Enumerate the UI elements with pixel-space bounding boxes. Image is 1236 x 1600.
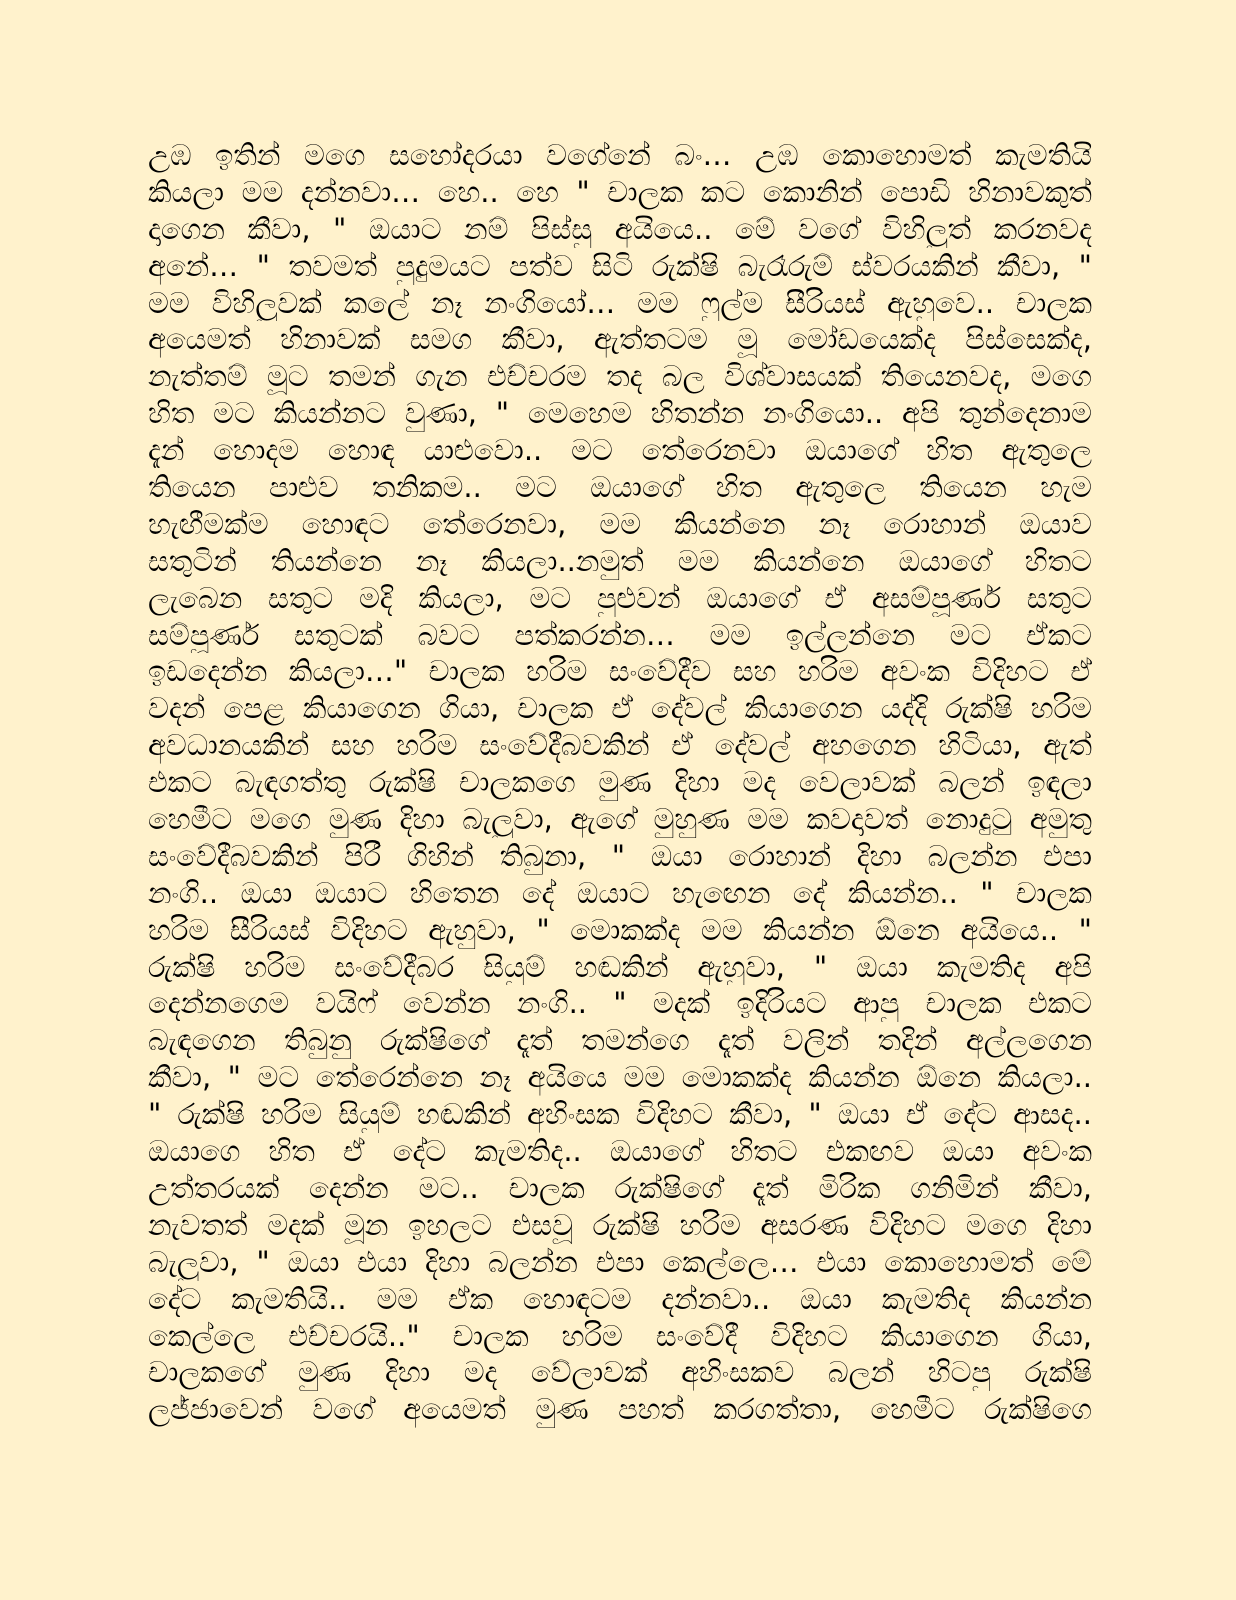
text-line: දෙන්නගෙම වයිෆ් වෙන්න නංගි.. " මදක් ඉදිරියට ආපු චාලක එකට — [148, 986, 1092, 1021]
text-line: ඉඩදෙන්න කියලා…" චාලක හරිම සංවේදීව සහ හරිම අවංක විදිහට ඒ — [148, 654, 1092, 689]
text-line: සම්පූර්ණ සතුටක් බවට පත්කරන්න… මම ඉල්ලන්නෙ මට ඒකට — [148, 617, 1092, 652]
text-line: උඹ ඉතින් මගෙ සහෝදරයා වගේනේ බං… උඹ කොහොමත් කැමතියි — [148, 138, 1092, 172]
text-line: හැඟීමක්ම හොඳට තේරෙනවා, මම කියන්නෙ නෑ රොහාන් ඔයාව — [148, 506, 1092, 541]
text-line: නැත්තම් මූට තමන් ගැන එච්චරම තද බල විශ්වාසයක් තියෙනවද, මගෙ — [148, 359, 1092, 394]
text-line: උත්තරයක් දෙන්න මට.. චාලක රුක්ෂිගේ දෑත් මිරික ගනිමින් කීවා, — [148, 1170, 1092, 1205]
text-line: රුක්ෂි හරිම සංවේදීබර සියුම් හඬකින් ඇහුවා, " ඔයා කැමතිද අපි — [148, 949, 1092, 984]
text-line: දැන් හොදම හොඳ යාළුවො.. මට තේරෙනවා ඔයාගේ හිත ඇතුලෙ — [148, 433, 1092, 468]
text-line: දේට කැමතියි.. මම ඒක හොඳටම දන්නවා.. ඔයා කැමතිද කියන්න — [148, 1281, 1092, 1316]
text-line: තියෙන පාළුව තනිකම.. මට ඔයාගේ හිත ඇතුලෙ තියෙන හැම — [148, 470, 1092, 505]
text-line: ඔයාගෙ හිත ඒ දේට කැමතිද.. ඔයාගේ හිතට එකඟව ඔයා අවංක — [148, 1134, 1092, 1169]
text-line: අනේ… " තවමත් පුදුමයට පත්ව සිටි රුක්ෂි බැරෑරුම් ස්වරයකින් කීවා, " — [148, 248, 1092, 283]
text-line: එකට බැඳගත්තු රුක්ෂි චාලකගෙ මුණ දිහා මද වෙලාවක් බලන් ඉඳලා — [148, 765, 1092, 800]
story-text — [148, 137, 1092, 1428]
text-line: බැඳගෙන තිබුනු රුක්ෂිගේ දෑත් තමන්ගෙ දෑත් වලින් තදින් අල්ලගෙන — [148, 1023, 1092, 1058]
text-line: ලජ්ජාවෙන් වගේ අයෙමත් මුණ පහත් කරගත්තා, හෙමීට රුක්ෂිගෙ — [148, 1392, 1092, 1427]
text-line: දාගෙන කීවා, " ඔයාට නම් පිස්සු අයියෙ.. මේ වගේ විහිලුත් කරනවද — [148, 211, 1092, 246]
text-line: මම විහිලුවක් කලේ නෑ නංගියෝ… මම ෆුල්ම සීරියස් ඇහුවෙ.. චාලක — [148, 285, 1092, 320]
text-line: " රුක්ෂි හරිම සියුම් හඬකින් අහිංසක විදිහට කීවා, " ඔයා ඒ දේට ආසද.. — [148, 1097, 1092, 1132]
text-line: නංගි.. ඔයා ඔයාට හිතෙන දේ ඔයාට හැඟෙන දේ කියන්න.. " චාලක — [148, 875, 1092, 910]
text-line: අයෙමත් හිනාවක් සමග කීවා, ඇත්තටම මූ මෝඩයෙක්ද පිස්සෙක්ද, — [148, 322, 1092, 357]
text-line: හරිම සීරියස් විදිහට ඇහුවා, " මොකක්ද මම කියන්න ඕනෙ අයියෙ.. " — [148, 912, 1092, 947]
text-line: අවධානයකින් සහ හරිම සංවේදීබවකින් ඒ දේවල් අහගෙන හිටියා, ඇත් — [148, 728, 1092, 763]
text-line: කියලා මම දන්නවා… හෙ.. හෙ " චාලක කට කොනින් පොඩි හිනාවකුත් — [148, 174, 1092, 209]
text-line: ලැබෙන සතුට මදි කියලා, මට පුළුවන් ඔයාගේ ඒ අසම්පූර්ණ සතුට — [148, 580, 1092, 615]
text-line: වදන් පෙළ කියාගෙන ගියා, චාලක ඒ දේවල් කියාගෙන යද්දි රුක්ෂි හරිම — [148, 691, 1092, 726]
text-line: නැවතත් මදක් මූන ඉහලට එසවූ රුක්ෂි හරිම අසරණ විදිහට මගෙ දිහා — [148, 1207, 1092, 1242]
text-line: බැලුවා, " ඔයා එයා දිහා බලන්න එපා කෙල්ලෙ… එයා කොහොමත් මේ — [148, 1244, 1092, 1279]
text-line: හිත මට කියන්නට වුණා, " මෙහෙම හිතන්න නංගියො.. අපි තුන්දෙනාම — [148, 396, 1092, 431]
text-line: චාලකගේ මුණ දිහා මද වේලාවක් අහිංසකව බලන් හිටපු රුක්ෂි — [148, 1355, 1092, 1390]
text-line: කෙල්ලෙ එච්චරයි.." චාලක හරිම සංවේදී විදිහට කියාගෙන ගියා, — [148, 1318, 1092, 1353]
text-line: සංවේදීබවකින් පිරී ගිහින් තිබුනා, " ඔයා රොහාන් දිහා බලන්න එපා — [148, 838, 1092, 873]
text-line: සතුටින් තියන්නෙ නෑ කියලා..නමුත් මම කියන්නෙ ඔයාගේ හිතට — [148, 543, 1092, 578]
text-line: හෙමීට මගෙ මුණ දිහා බැලුවා, ඇගේ මුහුණ මම කවදාවත් නොදුටු අමුතු — [148, 802, 1092, 837]
text-line: කීවා, " මට තේරෙන්නෙ නෑ අයියෙ මම මොකක්ද කියන්න ඕනෙ කියලා.. — [148, 1060, 1092, 1095]
